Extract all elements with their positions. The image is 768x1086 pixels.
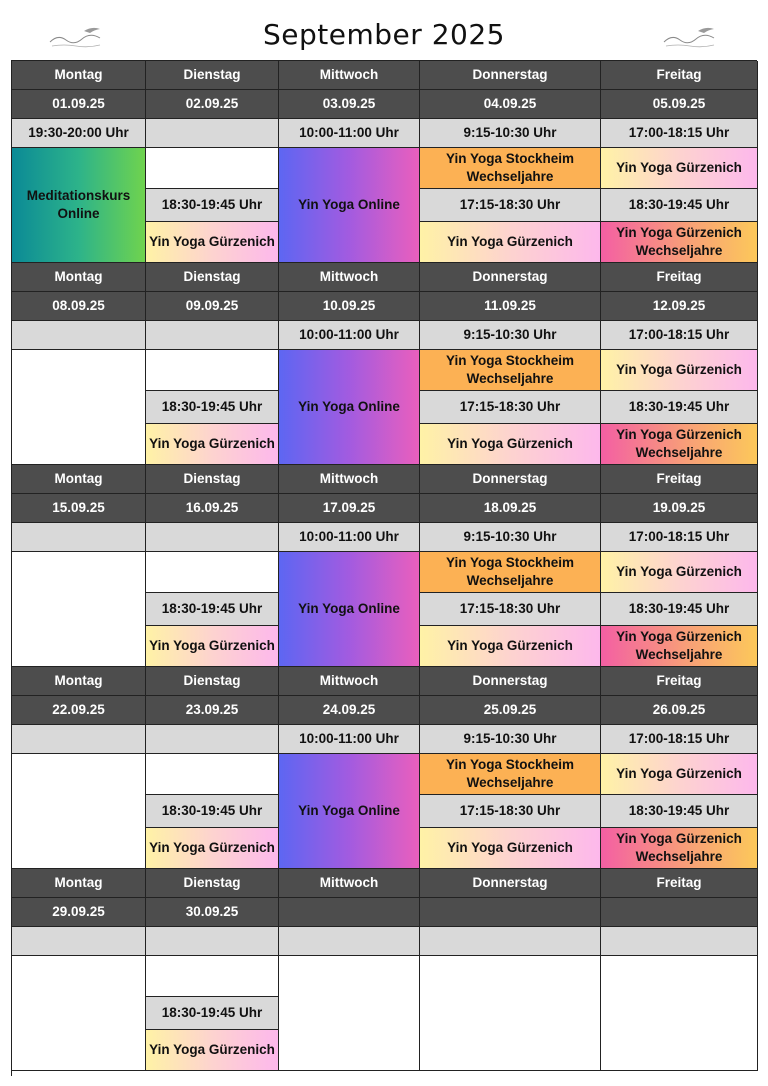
empty-cell bbox=[12, 552, 146, 667]
brand-logo bbox=[658, 22, 722, 52]
date-cell: 25.09.25 bbox=[420, 696, 601, 725]
time-cell: 17:15-18:30 Uhr bbox=[420, 795, 601, 828]
weekday-header: Montag bbox=[12, 465, 146, 494]
empty-cell bbox=[12, 350, 146, 465]
empty-cell bbox=[420, 956, 601, 1071]
weekday-header: Mittwoch bbox=[279, 61, 420, 90]
weekday-header: Montag bbox=[12, 667, 146, 696]
weekday-header: Freitag bbox=[601, 465, 758, 494]
page-title: September 2025 bbox=[263, 18, 505, 51]
time-cell bbox=[146, 927, 279, 956]
date-cell: 03.09.25 bbox=[279, 90, 420, 119]
time-cell: 17:15-18:30 Uhr bbox=[420, 593, 601, 626]
time-cell bbox=[12, 321, 146, 350]
course-yin-guerzenich-wechseljahre: Yin Yoga Gürzenich Wechseljahre bbox=[601, 828, 758, 869]
date-cell: 29.09.25 bbox=[12, 898, 146, 927]
weekday-header: Dienstag bbox=[146, 61, 279, 90]
weekday-header: Montag bbox=[12, 61, 146, 90]
weekday-header: Mittwoch bbox=[279, 465, 420, 494]
time-cell bbox=[12, 523, 146, 552]
date-cell: 24.09.25 bbox=[279, 696, 420, 725]
course-yin-guerzenich: Yin Yoga Gürzenich bbox=[601, 350, 758, 391]
time-cell: 17:00-18:15 Uhr bbox=[601, 119, 758, 148]
time-cell bbox=[146, 119, 279, 148]
weekday-header: Freitag bbox=[601, 263, 758, 292]
course-yin-stockheim-wechseljahre: Yin Yoga Stockheim Wechseljahre bbox=[420, 148, 601, 189]
course-yin-guerzenich: Yin Yoga Gürzenich bbox=[420, 828, 601, 869]
course-yin-guerzenich: Yin Yoga Gürzenich bbox=[146, 828, 279, 869]
time-cell bbox=[12, 725, 146, 754]
time-cell: 17:00-18:15 Uhr bbox=[601, 321, 758, 350]
weekday-header: Montag bbox=[12, 869, 146, 898]
time-cell bbox=[279, 927, 420, 956]
time-cell: 9:15-10:30 Uhr bbox=[420, 725, 601, 754]
time-cell: 17:00-18:15 Uhr bbox=[601, 725, 758, 754]
empty-cell bbox=[146, 754, 279, 795]
time-cell bbox=[146, 725, 279, 754]
date-cell: 09.09.25 bbox=[146, 292, 279, 321]
empty-cell bbox=[12, 956, 146, 1071]
time-cell bbox=[146, 321, 279, 350]
time-cell: 10:00-11:00 Uhr bbox=[279, 321, 420, 350]
weekday-header: Donnerstag bbox=[420, 667, 601, 696]
date-cell: 22.09.25 bbox=[12, 696, 146, 725]
weekday-header: Donnerstag bbox=[420, 869, 601, 898]
empty-cell bbox=[146, 552, 279, 593]
time-cell: 18:30-19:45 Uhr bbox=[601, 189, 758, 222]
time-cell: 9:15-10:30 Uhr bbox=[420, 523, 601, 552]
weekday-header: Donnerstag bbox=[420, 61, 601, 90]
date-cell: 11.09.25 bbox=[420, 292, 601, 321]
weekday-header: Dienstag bbox=[146, 667, 279, 696]
date-cell bbox=[601, 898, 758, 927]
empty-cell bbox=[146, 956, 279, 997]
time-cell: 17:15-18:30 Uhr bbox=[420, 391, 601, 424]
course-yin-guerzenich: Yin Yoga Gürzenich bbox=[601, 148, 758, 189]
time-cell: 10:00-11:00 Uhr bbox=[279, 725, 420, 754]
empty-cell bbox=[146, 148, 279, 189]
time-cell: 9:15-10:30 Uhr bbox=[420, 321, 601, 350]
weekday-header: Donnerstag bbox=[420, 263, 601, 292]
date-cell: 16.09.25 bbox=[146, 494, 279, 523]
course-yin-guerzenich: Yin Yoga Gürzenich bbox=[146, 222, 279, 263]
weekday-header: Dienstag bbox=[146, 263, 279, 292]
time-cell: 18:30-19:45 Uhr bbox=[601, 391, 758, 424]
weekday-header: Freitag bbox=[601, 61, 758, 90]
date-cell bbox=[279, 898, 420, 927]
weekday-header: Montag bbox=[12, 263, 146, 292]
weekday-header: Freitag bbox=[601, 667, 758, 696]
date-cell: 30.09.25 bbox=[146, 898, 279, 927]
course-yin-online: Yin Yoga Online bbox=[279, 148, 420, 263]
time-cell: 18:30-19:45 Uhr bbox=[146, 795, 279, 828]
date-cell: 19.09.25 bbox=[601, 494, 758, 523]
time-cell bbox=[146, 523, 279, 552]
course-yin-online: Yin Yoga Online bbox=[279, 552, 420, 667]
time-cell: 18:30-19:45 Uhr bbox=[146, 593, 279, 626]
date-cell: 04.09.25 bbox=[420, 90, 601, 119]
time-cell: 17:00-18:15 Uhr bbox=[601, 523, 758, 552]
course-yin-guerzenich-wechseljahre: Yin Yoga Gürzenich Wechseljahre bbox=[601, 626, 758, 667]
empty-cell bbox=[601, 956, 758, 1071]
course-yin-stockheim-wechseljahre: Yin Yoga Stockheim Wechseljahre bbox=[420, 552, 601, 593]
time-cell bbox=[12, 927, 146, 956]
empty-cell bbox=[279, 956, 420, 1071]
course-yin-online: Yin Yoga Online bbox=[279, 350, 420, 465]
time-cell: 18:30-19:45 Uhr bbox=[601, 795, 758, 828]
logo-graphic bbox=[658, 22, 722, 52]
date-cell: 10.09.25 bbox=[279, 292, 420, 321]
course-yin-guerzenich: Yin Yoga Gürzenich bbox=[146, 626, 279, 667]
date-cell: 02.09.25 bbox=[146, 90, 279, 119]
course-yin-guerzenich: Yin Yoga Gürzenich bbox=[146, 1030, 279, 1071]
date-cell: 01.09.25 bbox=[12, 90, 146, 119]
date-cell: 23.09.25 bbox=[146, 696, 279, 725]
time-cell: 10:00-11:00 Uhr bbox=[279, 119, 420, 148]
time-cell: 9:15-10:30 Uhr bbox=[420, 119, 601, 148]
time-cell: 10:00-11:00 Uhr bbox=[279, 523, 420, 552]
schedule-table bbox=[11, 60, 757, 1076]
course-yin-guerzenich-wechseljahre: Yin Yoga Gürzenich Wechseljahre bbox=[601, 424, 758, 465]
time-cell: 17:15-18:30 Uhr bbox=[420, 189, 601, 222]
date-cell: 15.09.25 bbox=[12, 494, 146, 523]
time-cell: 18:30-19:45 Uhr bbox=[601, 593, 758, 626]
course-yin-stockheim-wechseljahre: Yin Yoga Stockheim Wechseljahre bbox=[420, 350, 601, 391]
weekday-header: Mittwoch bbox=[279, 667, 420, 696]
date-cell: 18.09.25 bbox=[420, 494, 601, 523]
course-yin-guerzenich: Yin Yoga Gürzenich bbox=[601, 552, 758, 593]
course-yin-guerzenich: Yin Yoga Gürzenich bbox=[420, 626, 601, 667]
weekday-header: Dienstag bbox=[146, 869, 279, 898]
time-cell: 19:30-20:00 Uhr bbox=[12, 119, 146, 148]
date-cell: 05.09.25 bbox=[601, 90, 758, 119]
time-cell: 18:30-19:45 Uhr bbox=[146, 997, 279, 1030]
weekday-header: Donnerstag bbox=[420, 465, 601, 494]
time-cell bbox=[420, 927, 601, 956]
date-cell: 26.09.25 bbox=[601, 696, 758, 725]
weekday-header: Freitag bbox=[601, 869, 758, 898]
course-yin-online: Yin Yoga Online bbox=[279, 754, 420, 869]
time-cell: 18:30-19:45 Uhr bbox=[146, 189, 279, 222]
empty-cell bbox=[12, 754, 146, 869]
date-cell: 17.09.25 bbox=[279, 494, 420, 523]
date-cell: 08.09.25 bbox=[12, 292, 146, 321]
date-cell bbox=[420, 898, 601, 927]
course-yin-guerzenich: Yin Yoga Gürzenich bbox=[420, 424, 601, 465]
page-header bbox=[0, 0, 768, 60]
weekday-header: Mittwoch bbox=[279, 869, 420, 898]
empty-cell bbox=[146, 350, 279, 391]
course-yin-guerzenich-wechseljahre: Yin Yoga Gürzenich Wechseljahre bbox=[601, 222, 758, 263]
weekday-header: Mittwoch bbox=[279, 263, 420, 292]
course-yin-guerzenich: Yin Yoga Gürzenich bbox=[601, 754, 758, 795]
course-yin-guerzenich: Yin Yoga Gürzenich bbox=[420, 222, 601, 263]
date-cell: 12.09.25 bbox=[601, 292, 758, 321]
weekday-header: Dienstag bbox=[146, 465, 279, 494]
course-yin-guerzenich: Yin Yoga Gürzenich bbox=[146, 424, 279, 465]
time-cell: 18:30-19:45 Uhr bbox=[146, 391, 279, 424]
course-meditation-online: Meditationskurs Online bbox=[12, 148, 146, 263]
course-yin-stockheim-wechseljahre: Yin Yoga Stockheim Wechseljahre bbox=[420, 754, 601, 795]
time-cell bbox=[601, 927, 758, 956]
